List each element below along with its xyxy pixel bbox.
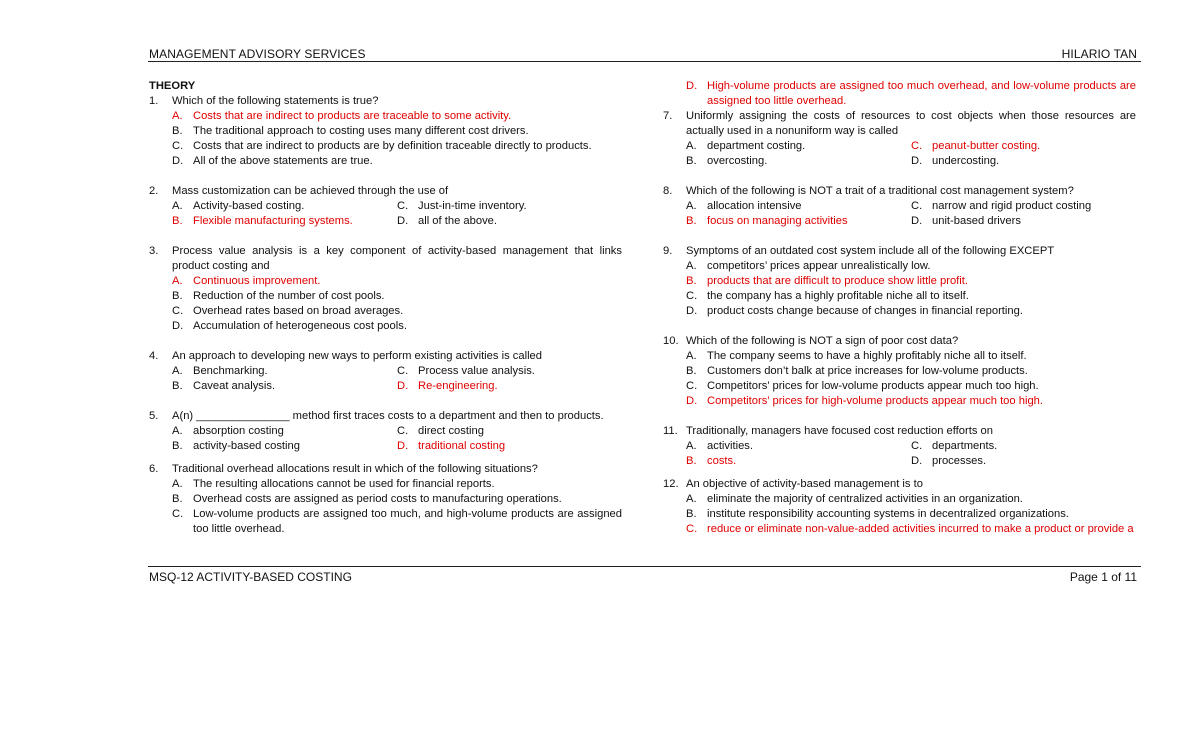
option-1c	[172, 139, 622, 154]
option-letter: D.	[686, 305, 698, 317]
question-text: An objective of activity-based management is to	[686, 478, 923, 490]
question-text: Which of the following is NOT a trait of a traditional cost management system?	[686, 185, 1074, 197]
question-spacer	[663, 469, 1136, 477]
option-text: unit-based drivers	[932, 215, 1021, 227]
question-text: Process value analysis is a key component of activity-based management that links product costing and	[172, 245, 622, 272]
option-list	[149, 424, 622, 454]
option-list	[149, 199, 622, 229]
question-spacer	[149, 229, 622, 244]
question-spacer	[663, 409, 1136, 424]
question-spacer	[149, 334, 622, 349]
question-spacer	[149, 454, 622, 462]
question-stem	[663, 477, 1136, 492]
question-number: 5.	[149, 410, 159, 422]
option-2c	[397, 199, 622, 214]
option-5b	[172, 439, 397, 454]
question-stem	[149, 409, 622, 424]
option-text: focus on managing activities	[707, 215, 848, 227]
option-letter: A.	[686, 440, 697, 452]
question-stem	[149, 94, 622, 109]
question-text: Traditional overhead allocations result in which of the following situations?	[172, 463, 538, 475]
question-11	[663, 424, 1136, 469]
option-5a	[172, 424, 397, 439]
option-letter: C.	[911, 200, 923, 212]
option-list	[663, 139, 1136, 169]
option-text: Caveat analysis.	[193, 380, 276, 392]
question-1	[149, 94, 622, 169]
question-text: Uniformly assigning the costs of resources to cost objects when those resources are actually used in a nonuniform way is called	[686, 110, 1136, 137]
option-list	[149, 274, 622, 334]
option-text: The resulting allocations cannot be used for financial reports.	[193, 478, 495, 490]
option-7a	[686, 139, 911, 154]
option-letter: A.	[172, 365, 183, 377]
question-text: Symptoms of an outdated cost system include all of the following EXCEPT	[686, 245, 1055, 257]
section-title: THEORY	[149, 80, 196, 92]
option-letter: C.	[397, 425, 409, 437]
question-spacer	[149, 394, 622, 409]
option-7c	[911, 139, 1136, 154]
option-letter: D.	[686, 395, 698, 407]
question-number: 6.	[149, 463, 159, 475]
right-column	[663, 79, 1136, 537]
option-text: absorption costing	[193, 425, 284, 437]
option-text: Customers don’t balk at price increases for low-volume products.	[707, 365, 1028, 377]
question-12	[663, 477, 1136, 537]
option-letter: C.	[172, 140, 184, 152]
question-text: Which of the following statements is true?	[172, 95, 379, 107]
option-text: undercosting.	[932, 155, 1000, 167]
option-2a	[172, 199, 397, 214]
question-7	[663, 109, 1136, 169]
option-text: activities.	[707, 440, 754, 452]
question-text: Traditionally, managers have focused cost reduction efforts on	[686, 425, 993, 437]
option-12b	[686, 507, 1136, 522]
question-number: 4.	[149, 350, 159, 362]
option-letter: C.	[911, 440, 923, 452]
option-8a	[686, 199, 911, 214]
option-text: Re-engineering.	[418, 380, 498, 392]
question-2	[149, 184, 622, 229]
option-list	[149, 109, 622, 169]
option-text: department costing.	[707, 140, 806, 152]
question-number: 3.	[149, 245, 159, 257]
question-number: 12.	[663, 478, 679, 490]
option-text: Continuous improvement.	[193, 275, 321, 287]
question-stem	[663, 334, 1136, 349]
document-footer-title: MSQ-12 ACTIVITY-BASED COSTING	[149, 570, 352, 584]
question-spacer	[663, 169, 1136, 184]
option-6a	[172, 477, 622, 492]
option-11c	[911, 439, 1136, 454]
option-text: Process value analysis.	[418, 365, 535, 377]
option-7d	[911, 154, 1136, 169]
option-letter: A.	[686, 200, 697, 212]
option-text: the company has a highly profitable niche all to itself.	[707, 290, 969, 302]
option-2d	[397, 214, 622, 229]
footer-rule	[148, 566, 1141, 567]
option-text: Accumulation of heterogeneous cost pools.	[193, 320, 407, 332]
right-question-list	[663, 109, 1136, 537]
option-12c	[686, 522, 1136, 537]
option-11d	[911, 454, 1136, 469]
question-spacer	[149, 169, 622, 184]
question-number: 1.	[149, 95, 159, 107]
option-7b	[686, 154, 911, 169]
option-text: eliminate the majority of centralized activities in an organization.	[707, 493, 1023, 505]
option-list	[663, 439, 1136, 469]
option-3a	[172, 274, 622, 289]
option-12a	[686, 492, 1136, 507]
option-letter: A.	[686, 260, 697, 272]
option-text: processes.	[932, 455, 987, 467]
option-1b	[172, 124, 622, 139]
question-number: 10.	[663, 335, 679, 347]
option-text: Low-volume products are assigned too much, and high-volume products are assigned too little overhead.	[193, 508, 622, 535]
option-text: Just-in-time inventory.	[418, 200, 527, 212]
option-text: Reduction of the number of cost pools.	[193, 290, 385, 302]
option-text: Overhead costs are assigned as period costs to manufacturing operations.	[193, 493, 562, 505]
option-text: Benchmarking.	[193, 365, 268, 377]
option-10d	[686, 394, 1136, 409]
option-list	[663, 349, 1136, 409]
option-letter: A.	[172, 425, 183, 437]
option-11a	[686, 439, 911, 454]
document-header-title: MANAGEMENT ADVISORY SERVICES	[149, 47, 366, 61]
question-stem	[149, 462, 622, 477]
option-3b	[172, 289, 622, 304]
question-spacer	[663, 319, 1136, 334]
option-6b	[172, 492, 622, 507]
option-list	[149, 477, 622, 537]
option-text: activity-based costing	[193, 440, 300, 452]
option-letter: D.	[172, 155, 184, 167]
question-stem	[149, 244, 622, 274]
question-3	[149, 244, 622, 334]
question-number: 2.	[149, 185, 159, 197]
option-1a	[172, 109, 622, 124]
option-list	[149, 364, 622, 394]
option-6c	[172, 507, 622, 537]
option-letter: B.	[172, 215, 183, 227]
question-number: 11.	[663, 425, 678, 437]
option-letter: D.	[686, 80, 698, 92]
option-8d	[911, 214, 1136, 229]
option-letter: D.	[397, 215, 409, 227]
option-letter: B.	[686, 275, 697, 287]
question-6	[149, 462, 622, 537]
option-9c	[686, 289, 1136, 304]
option-letter: D.	[911, 155, 923, 167]
option-4b	[172, 379, 397, 394]
question-8	[663, 184, 1136, 229]
option-text: institute responsibility accounting systems in decentralized organizations.	[707, 508, 1069, 520]
option-text: reduce or eliminate non-value-added activities incurred to make a product or provide a	[707, 523, 1134, 535]
option-letter: B.	[172, 493, 183, 505]
question-text: Which of the following is NOT a sign of poor cost data?	[686, 335, 959, 347]
question-4	[149, 349, 622, 394]
option-list	[663, 492, 1136, 537]
option-letter: B.	[172, 290, 183, 302]
option-text: High-volume products are assigned too much overhead, and low-volume products are assigned too little overhead.	[707, 80, 1136, 107]
question-text: An approach to developing new ways to perform existing activities is called	[172, 350, 543, 362]
option-text: product costs change because of changes in financial reporting.	[707, 305, 1023, 317]
option-text: Overhead rates based on broad averages.	[193, 305, 404, 317]
question-text: A(n) _______________ method first traces costs to a department and then to products.	[172, 410, 604, 422]
question-stem	[663, 109, 1136, 139]
option-9a	[686, 259, 1136, 274]
option-9b	[686, 274, 1136, 289]
option-text: all of the above.	[418, 215, 497, 227]
question-9	[663, 244, 1136, 319]
option-text: The company seems to have a highly profitably niche all to itself.	[707, 350, 1027, 362]
option-letter: C.	[397, 365, 409, 377]
option-letter: C.	[172, 305, 184, 317]
option-text: competitors’ prices appear unrealistically low.	[707, 260, 931, 272]
option-text: The traditional approach to costing uses many different cost drivers.	[193, 125, 529, 137]
option-4a	[172, 364, 397, 379]
question-number: 8.	[663, 185, 673, 197]
question-number: 9.	[663, 245, 673, 257]
option-5d	[397, 439, 622, 454]
question-stem	[663, 244, 1136, 259]
option-8b	[686, 214, 911, 229]
option-letter: B.	[686, 155, 697, 167]
option-text: Competitors’ prices for low-volume products appear much too high.	[707, 380, 1039, 392]
option-letter: B.	[172, 440, 183, 452]
option-letter: A.	[686, 350, 697, 362]
option-letter: C.	[686, 290, 698, 302]
option-text: products that are difficult to produce show little profit.	[707, 275, 968, 287]
option-letter: D.	[397, 440, 409, 452]
option-3d	[172, 319, 622, 334]
option-letter: B.	[172, 380, 183, 392]
option-letter: B.	[686, 215, 697, 227]
option-letter: D.	[397, 380, 409, 392]
question-text: Mass customization can be achieved through the use of	[172, 185, 449, 197]
option-letter: A.	[686, 493, 697, 505]
option-letter: A.	[172, 200, 183, 212]
option-letter: C.	[911, 140, 923, 152]
option-4c	[397, 364, 622, 379]
left-column	[149, 79, 622, 537]
header-rule	[148, 61, 1141, 62]
option-letter: C.	[172, 508, 184, 520]
option-letter: D.	[172, 320, 184, 332]
option-10a	[686, 349, 1136, 364]
question-stem	[149, 349, 622, 364]
option-list	[663, 259, 1136, 319]
option-letter: C.	[686, 380, 698, 392]
option-4d	[397, 379, 622, 394]
option-text: direct costing	[418, 425, 484, 437]
option-letter: C.	[686, 523, 698, 535]
option-text: narrow and rigid product costing	[932, 200, 1092, 212]
option-text: Flexible manufacturing systems.	[193, 215, 353, 227]
option-text: peanut-butter costing.	[932, 140, 1041, 152]
question-5	[149, 409, 622, 454]
option-letter: D.	[911, 455, 923, 467]
question-10	[663, 334, 1136, 409]
continued-options	[663, 79, 1136, 109]
option-letter: B.	[686, 508, 697, 520]
question-stem	[149, 184, 622, 199]
option-letter: B.	[686, 455, 697, 467]
option-text: Competitors’ prices for high-volume products appear much too high.	[707, 395, 1043, 407]
option-text: departments.	[932, 440, 998, 452]
option-3c	[172, 304, 622, 319]
question-stem	[663, 424, 1136, 439]
option-2b	[172, 214, 397, 229]
option-text: costs.	[707, 455, 737, 467]
option-list	[663, 199, 1136, 229]
option-10c	[686, 379, 1136, 394]
option-text: overcosting.	[707, 155, 768, 167]
question-stem	[663, 184, 1136, 199]
question-number: 7.	[663, 110, 673, 122]
option-6d	[686, 79, 1136, 109]
option-letter: C.	[397, 200, 409, 212]
option-text: Costs that are indirect to products are traceable to some activity.	[193, 110, 512, 122]
question-spacer	[663, 229, 1136, 244]
option-letter: A.	[172, 110, 183, 122]
option-letter: A.	[686, 140, 697, 152]
option-letter: B.	[686, 365, 697, 377]
option-10b	[686, 364, 1136, 379]
option-text: Activity-based costing.	[193, 200, 305, 212]
option-text: allocation intensive	[707, 200, 802, 212]
option-letter: A.	[172, 275, 183, 287]
option-text: Costs that are indirect to products are by definition traceable directly to products.	[193, 140, 592, 152]
option-8c	[911, 199, 1136, 214]
option-5c	[397, 424, 622, 439]
option-letter: A.	[172, 478, 183, 490]
left-question-list	[149, 94, 622, 537]
option-text: All of the above statements are true.	[193, 155, 373, 167]
option-text: traditional costing	[418, 440, 506, 452]
page-number: Page 1 of 11	[1069, 570, 1137, 584]
option-11b	[686, 454, 911, 469]
option-letter: D.	[911, 215, 923, 227]
document-header-author: HILARIO TAN	[1061, 47, 1137, 61]
option-1d	[172, 154, 622, 169]
option-9d	[686, 304, 1136, 319]
option-letter: B.	[172, 125, 183, 137]
